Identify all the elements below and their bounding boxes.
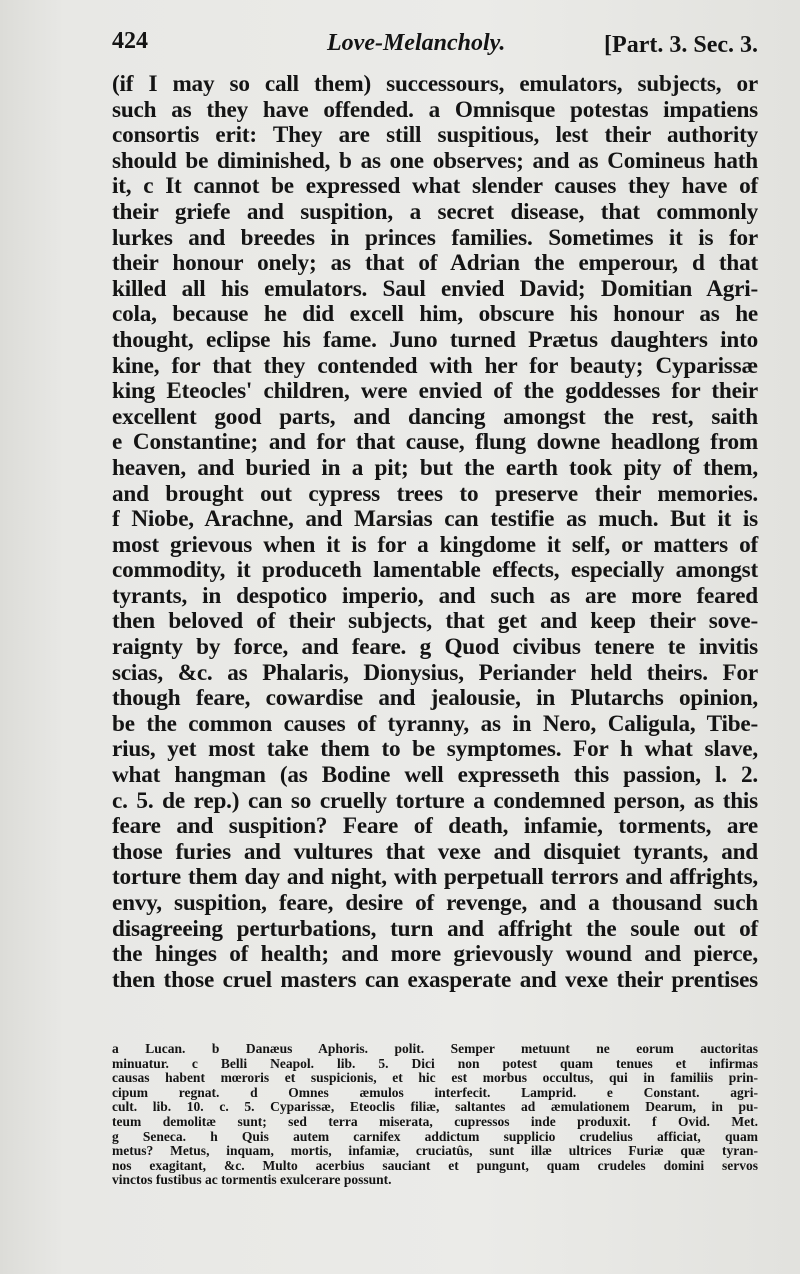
body-line: what hangman (as Bodine well expresseth this passion, l. 2. bbox=[112, 762, 758, 789]
running-title: Love-Melancholy. bbox=[327, 30, 506, 56]
footnote-line: cipum regnat. d Omnes æmulos interfecit. Lamprid. e Constant. agri- bbox=[112, 1084, 758, 1100]
body-line: their griefe and suspition, a secret disease, that commonly bbox=[112, 198, 758, 225]
section-reference: [Part. 3. Sec. 3. bbox=[604, 32, 758, 58]
body-line: heaven, and buried in a pit; but the earth took pity of them, bbox=[112, 454, 758, 481]
body-line: commodity, it produceth lamentable effects, especially amongst bbox=[112, 557, 758, 584]
body-line: raignty by force, and feare. g Quod civibus tenere te invitis bbox=[112, 634, 758, 661]
footnote-line: g Seneca. h Quis autem carnifex addictum supplicio crudelius afficiat, quam bbox=[112, 1128, 758, 1144]
body-line: such as they have offended. a Omnisque potestas impatiens bbox=[112, 96, 758, 123]
body-line: feare and suspition? Feare of death, infamie, torments, are bbox=[112, 813, 758, 840]
body-line: f Niobe, Arachne, and Marsias can testifie as much. But it is bbox=[112, 506, 758, 533]
body-line: though feare, cowardise and jealousie, in Plutarchs opinion, bbox=[112, 685, 758, 712]
body-line: then beloved of their subjects, that get and keep their sove- bbox=[112, 608, 758, 635]
body-line: lurkes and breedes in princes families. Sometimes it is for bbox=[112, 224, 758, 251]
body-line: those furies and vultures that vexe and disquiet tyrants, and bbox=[112, 838, 758, 865]
body-line: excellent good parts, and dancing amongst the rest, saith bbox=[112, 403, 758, 430]
footnote-line: cult. lib. 10. c. 5. Cyparissæ, Eteoclis filiæ, saltantes ad æmulationem Dearum, in pu- bbox=[112, 1099, 758, 1115]
body-line: most grievous when it is for a kingdome it self, or matters of bbox=[112, 531, 758, 558]
footnotes bbox=[112, 1042, 758, 1188]
footnote-line: minuatur. c Belli Neapol. lib. 5. Dici non potest quam tenues et infirmas bbox=[112, 1055, 758, 1071]
body-line: the hinges of health; and more grievously wound and pierce, bbox=[112, 941, 758, 968]
body-text bbox=[112, 72, 758, 993]
body-line: (if I may so call them) successours, emulators, subjects, or bbox=[112, 71, 758, 97]
body-line: rius, yet most take them to be symptomes. For h what slave, bbox=[112, 736, 758, 763]
body-line: and brought out cypress trees to preserve their memories. bbox=[112, 480, 758, 507]
footnote-line: causas habent mœroris et suspicionis, et hic est morbus occultus, qui in familiis prin- bbox=[112, 1070, 758, 1086]
footnote-line: a Lucan. b Danæus Aphoris. polit. Semper metuunt ne eorum auctoritas bbox=[112, 1041, 758, 1056]
body-line: disagreeing perturbations, turn and affright the soule out of bbox=[112, 915, 758, 942]
footnote-line: nos exagitant, &c. Multo acerbius sauciant et pungunt, quam crudeles domini servos bbox=[112, 1157, 758, 1173]
body-line: then those cruel masters can exasperate and vexe their prentises bbox=[112, 966, 758, 993]
body-line: scias, &c. as Phalaris, Dionysius, Periander held theirs. For bbox=[112, 659, 758, 686]
body-line: thought, eclipse his fame. Juno turned Prætus daughters into bbox=[112, 326, 758, 353]
body-line: cola, because he did excell him, obscure his honour as he bbox=[112, 301, 758, 328]
body-line: kine, for that they contended with her for beauty; Cyparissæ bbox=[112, 352, 758, 379]
footnote-line: vinctos fustibus ac tormentis exulcerare possunt. bbox=[112, 1172, 392, 1188]
footnote-line: teum demolitæ sunt; sed terra miserata, cupressos inde produxit. f Ovid. Met. bbox=[112, 1113, 758, 1129]
body-line: torture them day and night, with perpetuall terrors and affrights, bbox=[112, 864, 758, 891]
body-line: consortis erit: They are still suspitious, lest their authority bbox=[112, 122, 758, 149]
body-line: tyrants, in despotico imperio, and such as are more feared bbox=[112, 582, 758, 609]
body-line: king Eteocles' children, were envied of the goddesses for their bbox=[112, 378, 758, 405]
body-line: e Constantine; and for that cause, flung downe headlong from bbox=[112, 429, 758, 456]
page-number: 424 bbox=[112, 28, 148, 54]
body-line: it, c It cannot be expressed what slender causes they have of bbox=[112, 173, 758, 200]
page-header bbox=[112, 22, 758, 66]
body-line: should be diminished, b as one observes; and as Comineus hath bbox=[112, 147, 758, 174]
body-line: envy, suspition, feare, desire of revenge, and a thousand such bbox=[112, 890, 758, 916]
body-line: be the common causes of tyranny, as in Nero, Caligula, Tibe- bbox=[112, 710, 758, 737]
body-line: their honour onely; as that of Adrian the emperour, d that bbox=[112, 250, 758, 277]
body-line: c. 5. de rep.) can so cruelly torture a condemned person, as this bbox=[112, 787, 758, 814]
footnote-line: metus? Metus, inquam, mortis, infamiæ, cruciatûs, sunt illæ ultrices Furiæ quæ tyran- bbox=[112, 1143, 758, 1159]
body-line: killed all his emulators. Saul envied David; Domitian Agri- bbox=[112, 275, 758, 302]
